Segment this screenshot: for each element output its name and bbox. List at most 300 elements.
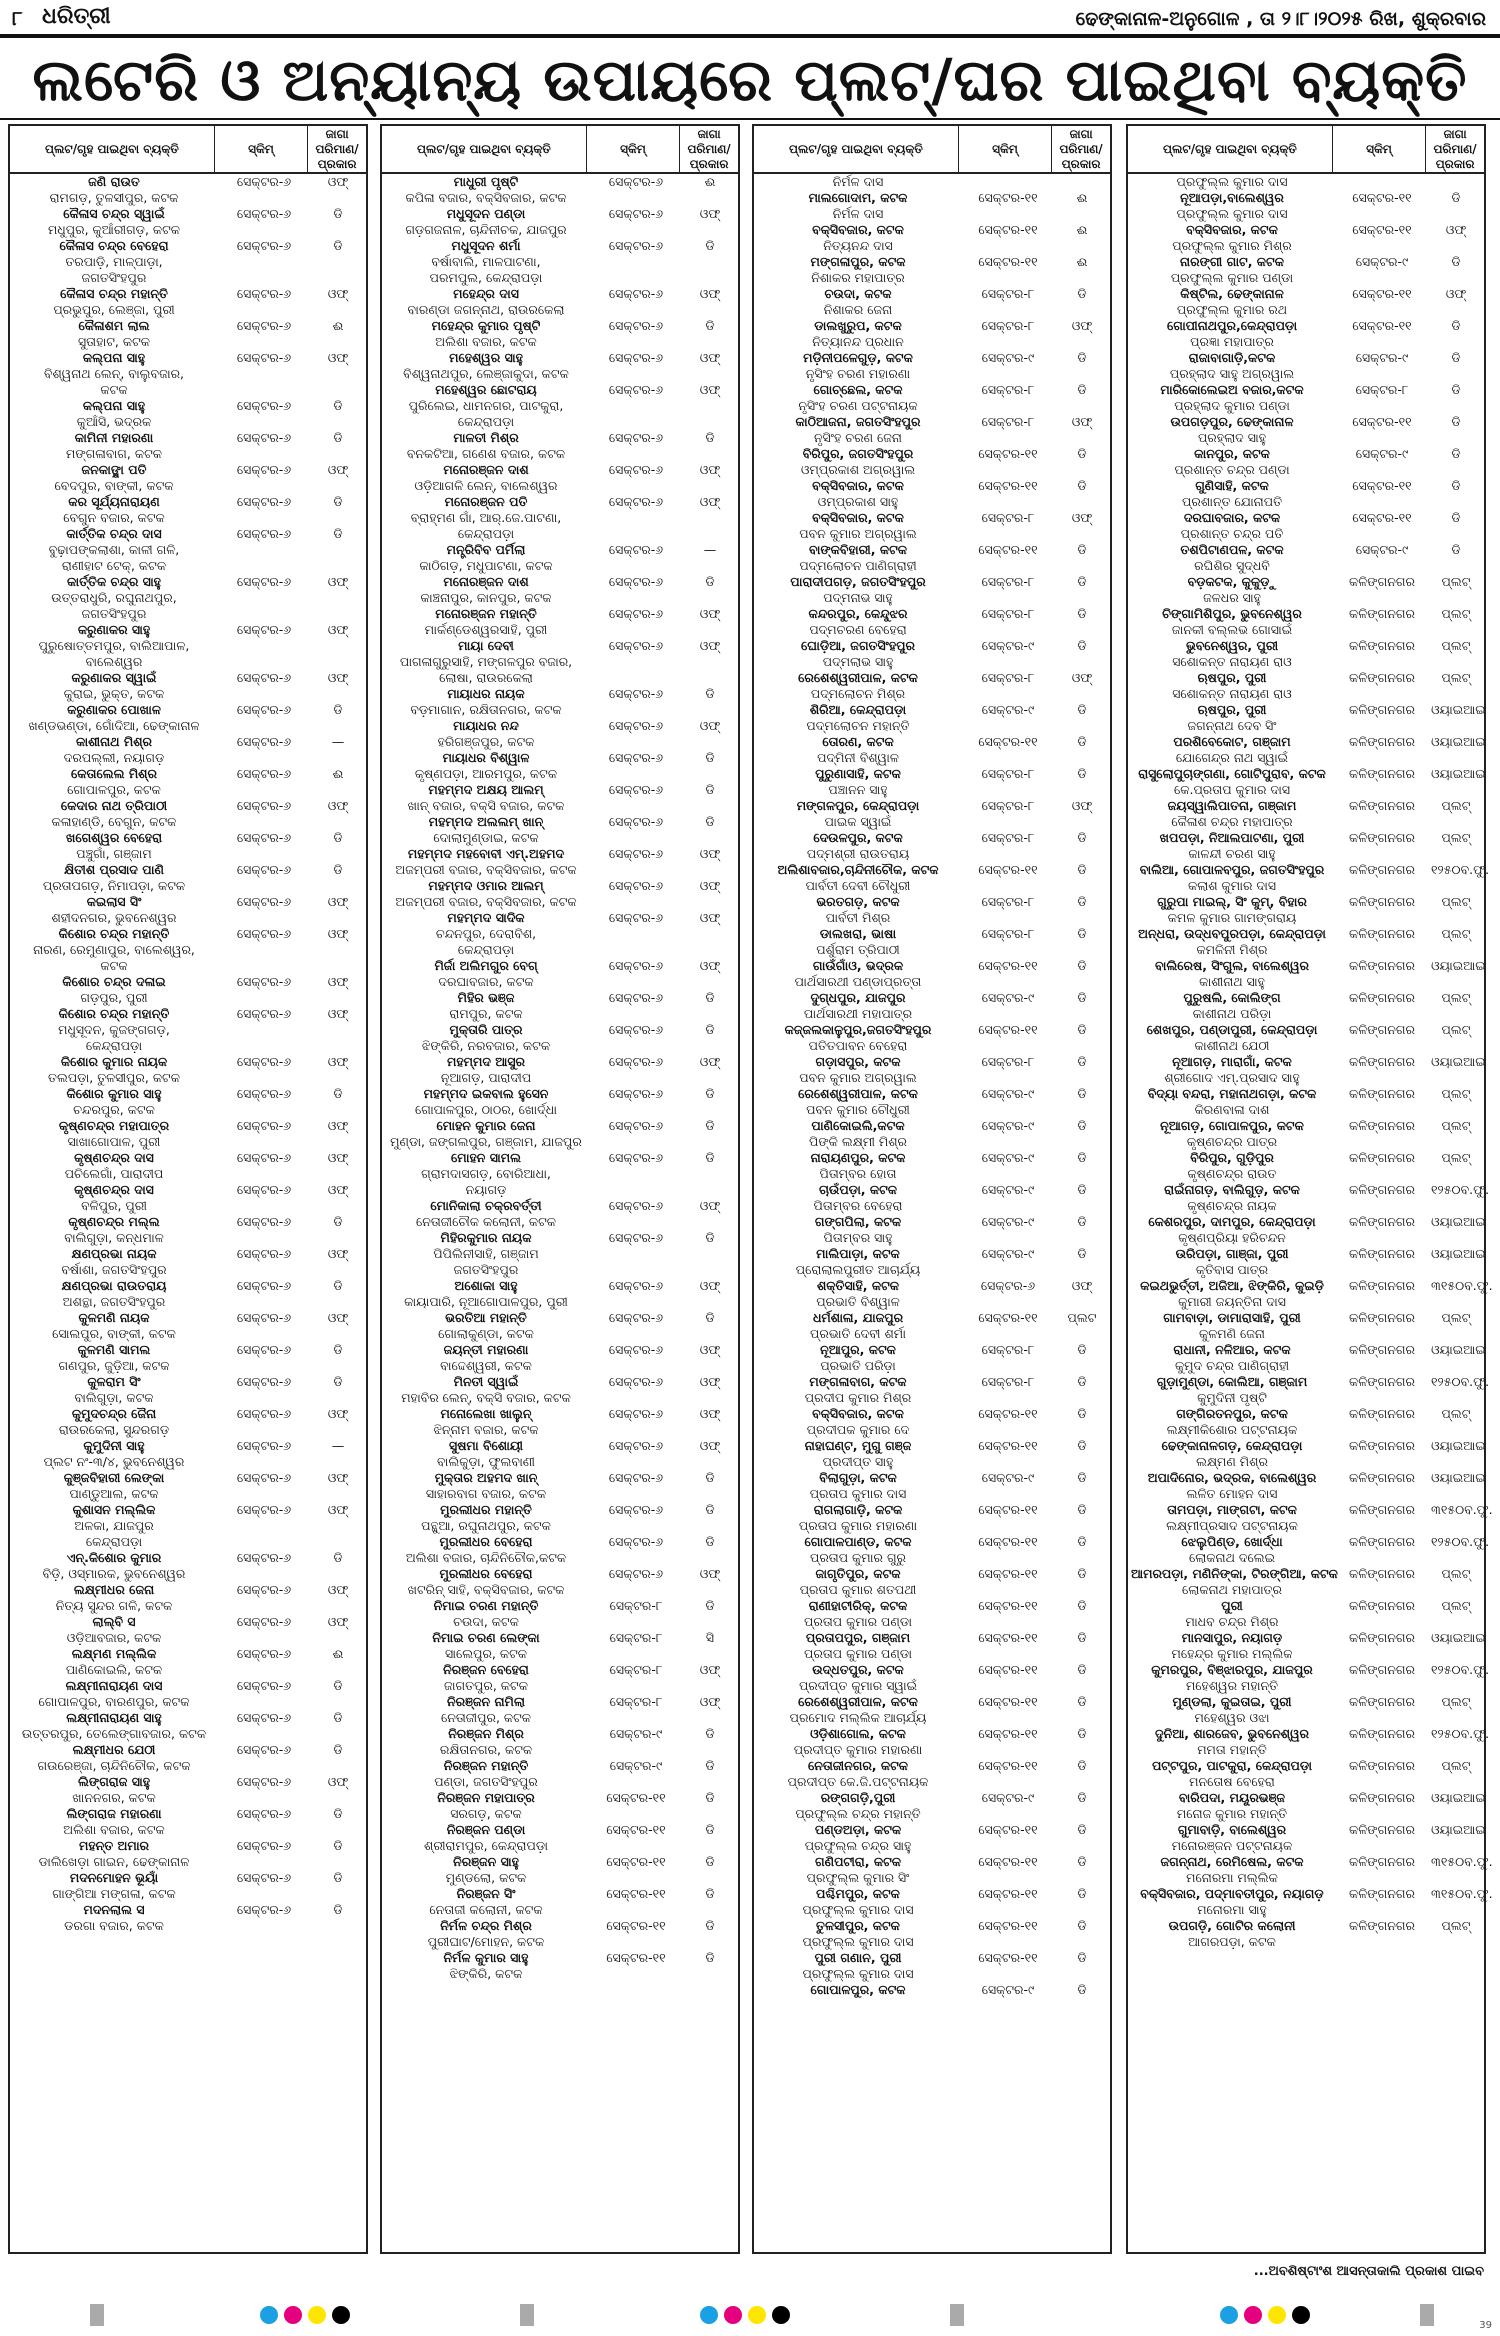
scheme-cell: ସେକ୍ଟର-୮ — [609, 1662, 663, 1677]
plot-size-cell — [1054, 1262, 1110, 1278]
plot-size-cell: ଡି — [1451, 190, 1461, 205]
table-row — [754, 1310, 1110, 1326]
plot-size-cell: ଡି — [705, 990, 715, 1005]
allottee-cell: ନେତାଜୀ କଲୋନୀ, କଟକ — [429, 1902, 543, 1917]
allottee-cell: ମନୋରମା ମଲ୍ଲିକ — [1186, 1870, 1278, 1885]
table-row — [1128, 1694, 1484, 1710]
plot-size-cell: ୧୨୫୦ବ.ଫୁ. — [1431, 1182, 1490, 1197]
scheme-cell — [218, 1390, 310, 1406]
scheme-cell: ସେକ୍ଟର-୧୧ — [978, 1534, 1038, 1549]
scheme-cell — [218, 542, 310, 558]
allottee-cell: ଗୁଡ଼ାମୁଣ୍ଡା, କୋଲିଆ, ଗଞ୍ଜାମ — [1156, 1374, 1308, 1389]
allottee-cell: ପବନ କୁମାର ଅଗ୍ରୱାଲ — [799, 1070, 917, 1085]
scheme-cell — [962, 238, 1054, 254]
table-row — [1128, 1646, 1484, 1662]
plot-size-cell — [1054, 686, 1110, 702]
plot-size-cell — [682, 1454, 738, 1470]
plot-size-cell: ଓୟାଇଆଇ — [1431, 1438, 1486, 1453]
scheme-cell — [1336, 1422, 1428, 1438]
allottee-cell: ମହମ୍ମଦ ଇକବାଲ ହୁସେନ — [423, 1086, 549, 1101]
table-row — [1128, 1214, 1484, 1230]
allottee-cell: ମିହିର ଭଞ୍ଜ — [457, 990, 515, 1005]
plot-size-cell: ପ୍ଲଟ୍ — [1441, 1694, 1471, 1709]
plot-size-cell: ଡି — [333, 1374, 343, 1389]
plot-size-cell — [682, 734, 738, 750]
allottee-cell: ଋଷପୁର, ପୁରୀ — [1197, 702, 1267, 717]
table-row — [382, 1950, 738, 1966]
allottee-cell: ପଦ୍ମିନୀ ବିଶ୍ୱାଳ — [817, 750, 899, 765]
table-row — [382, 1038, 738, 1054]
allottee-cell: ଜଗତସିଂହପୁର — [81, 270, 147, 285]
scheme-cell — [962, 750, 1054, 766]
allottee-cell: ଓଡ଼ିଶାଗୋଲ, କଟକ — [810, 1726, 906, 1741]
plot-size-cell — [1428, 846, 1484, 862]
scheme-cell: ସେକ୍ଟର-୯ — [981, 1150, 1035, 1165]
table-row — [754, 574, 1110, 590]
plot-size-cell: ଡି — [1077, 1118, 1087, 1133]
scheme-cell — [962, 1806, 1054, 1822]
table-body — [1128, 174, 1493, 1950]
scheme-cell: ସେକ୍ଟର-୬ — [236, 1406, 292, 1421]
table-row — [1128, 1534, 1490, 1550]
plot-size-cell: ଡି — [1077, 350, 1087, 365]
plot-size-cell: ଓୟାଇଆଇ — [1431, 702, 1486, 717]
scheme-cell: ସେକ୍ଟର-୬ — [608, 1374, 664, 1389]
table-row — [10, 1086, 366, 1102]
plot-size-cell: ଓଫ୍ — [699, 350, 721, 365]
scheme-cell: ସେକ୍ଟର-୧୧ — [978, 1822, 1038, 1837]
plot-size-cell: ଓଫ୍ — [699, 1198, 721, 1213]
allottee-cell: ମୁରଲୀଧର ବେହେରା — [439, 1566, 533, 1581]
allottee-cell: ଯୋଗେନ୍ଦ୍ର ନାଥ ସ୍ୱାଇଁ — [1175, 750, 1289, 765]
allottee-cell: ବେଗୁନ ବଜାର, କଟକ — [63, 510, 165, 525]
registration-dot — [1268, 2306, 1286, 2324]
plot-size-cell: ଡି — [1077, 926, 1087, 941]
plot-size-cell — [1054, 1486, 1110, 1502]
allottee-cell: ନାରଙ୍ଗୀ ଗାଟ, କଟକ — [1180, 254, 1284, 269]
table-row — [382, 318, 738, 334]
plot-size-cell — [682, 1102, 738, 1118]
allottee-cell: ପ୍ରଫୁଲ୍ଲ କୁମାର ଦାସ — [1176, 206, 1288, 221]
plot-size-cell: ଡି — [705, 238, 715, 253]
plot-size-cell: ଡି — [333, 830, 343, 845]
table-row — [382, 814, 738, 830]
table-row — [754, 1086, 1110, 1102]
table-row — [10, 382, 366, 398]
table-row — [1128, 1006, 1484, 1022]
scheme-cell: କଳିଙ୍ଗନଗର — [1349, 830, 1415, 845]
scheme-cell: ସେକ୍ଟର-୧୧ — [978, 190, 1038, 205]
scheme-cell: ସେକ୍ଟର-୧୧ — [978, 1630, 1038, 1645]
table-row — [1128, 830, 1484, 846]
plot-size-cell — [682, 1806, 738, 1822]
scheme-cell — [590, 590, 682, 606]
allottee-cell: ଲଳିତ ମୋହନ ଦାସ — [1186, 1486, 1278, 1501]
table-row — [382, 1326, 738, 1342]
allottee-cell: ପ୍ରଫୁଲ୍ଲ କୁମାର ପଣ୍ଡା — [1170, 270, 1294, 285]
table-row — [382, 942, 738, 958]
table-row — [754, 366, 1110, 382]
plot-size-cell: ପ୍ଲଟ୍ — [1441, 926, 1471, 941]
plot-size-cell: ୩୧୫୦ବ.ଫୁ. — [1431, 1886, 1493, 1901]
scheme-cell — [218, 1038, 310, 1054]
plot-size-cell — [1054, 1326, 1110, 1342]
plot-size-cell: ଓଫ୍ — [327, 1614, 349, 1629]
allottee-cell: ଦରଘାବଜାର, କଟକ — [438, 974, 534, 989]
scheme-cell — [962, 1742, 1054, 1758]
plot-size-cell: ପ୍ଲଟ୍ — [1441, 1918, 1471, 1933]
allottee-cell: ଢେଙ୍କାନାଳଗଡ଼, କେନ୍ଦ୍ରାପଡ଼ା — [1161, 1438, 1303, 1453]
allottee-cell: ପୁରୁଷୋତ୍ତମପୁର, ବାଲିଆପାଳ, — [38, 638, 190, 653]
scheme-cell: ସେକ୍ଟର-୮ — [981, 414, 1035, 429]
scheme-cell: କଳିଙ୍ଗନଗର — [1349, 958, 1415, 973]
plot-size-cell — [310, 750, 366, 766]
scheme-cell — [962, 1070, 1054, 1086]
scheme-cell — [590, 1582, 682, 1598]
allottee-cell: ମନୋରଞ୍ଜନ ମହାନ୍ତି — [435, 606, 537, 621]
plot-size-cell — [682, 1678, 738, 1694]
table-row — [754, 526, 1110, 542]
table-row — [754, 958, 1110, 974]
scheme-cell: ସେକ୍ଟର-୯ — [1355, 446, 1409, 461]
scheme-cell: କଳିଙ୍ଗନଗର — [1349, 1374, 1415, 1389]
plot-size-cell: ଓଫ୍ — [327, 670, 349, 685]
plot-size-cell — [1428, 974, 1484, 990]
plot-size-cell — [682, 1390, 738, 1406]
page-code: 39 — [1479, 2320, 1492, 2331]
allottee-cell: କପିଳା ବଜାର, ବକ୍ସିବଜାର, କଟକ — [405, 190, 567, 205]
plot-size-cell — [310, 1358, 366, 1374]
allottee-cell: ବୁଢ଼ାପଙ୍କଲାଶା, କାଳୀ ଗଳି, — [48, 542, 180, 557]
table-row — [1128, 1710, 1484, 1726]
allottee-cell: କନ୍ଦରପୁର, କେନ୍ଦୁଝର — [808, 606, 908, 621]
scheme-cell — [1336, 1230, 1428, 1246]
header-allottee: ପ୍ଲଟ/ଗୃହ ପାଇଥିବା ବ୍ୟକ୍ତି — [10, 126, 215, 172]
plot-size-cell — [1054, 1550, 1110, 1566]
table-row — [754, 926, 1110, 942]
table-body — [382, 174, 738, 1982]
allottee-cell: ପାର୍ବତୀ ମିଶ୍ର — [825, 910, 891, 925]
allottee-cell: ମାୟାଧର ବିଶ୍ୱାଳ — [442, 750, 530, 765]
plot-size-cell — [682, 558, 738, 574]
scheme-cell: ସେକ୍ଟର-୬ — [608, 462, 664, 477]
scheme-cell: ସେକ୍ଟର-୧୧ — [978, 478, 1038, 493]
scheme-cell — [962, 1486, 1054, 1502]
allottee-cell: କୃଷ୍ଣଚନ୍ଦ୍ର ଦାସ — [74, 1182, 154, 1197]
table-row — [1128, 1102, 1484, 1118]
allottee-cell: ଝିଙ୍କିରି, କଟକ — [449, 1966, 523, 1981]
plot-size-cell: ଡି — [705, 1854, 715, 1869]
allottee-cell: ଜାନକୀ ବଲ୍ଲଭ ଗୋସାଇଁ — [1171, 622, 1293, 637]
allottee-cell: ରାଉରକେଲା, ସୁନ୍ଦରଗଡ଼ — [58, 1422, 170, 1437]
table-row — [1128, 1118, 1484, 1134]
allottee-cell: ମହେନ୍ଦ୍ର ଦାସ — [453, 286, 519, 301]
allottee-cell: ତୁଳସୀପୁର, କଟକ — [816, 1918, 900, 1933]
plot-size-cell: ଡି — [705, 1502, 715, 1517]
scheme-cell: କଳିଙ୍ଗନଗର — [1349, 1342, 1415, 1357]
plot-size-cell: ଓଫ୍ — [699, 878, 721, 893]
table-row — [10, 1662, 366, 1678]
scheme-cell — [590, 1358, 682, 1374]
plot-size-cell — [1054, 974, 1110, 990]
plot-size-cell: ଡି — [1077, 1566, 1087, 1581]
plot-size-cell — [1428, 494, 1484, 510]
scheme-cell — [590, 1070, 682, 1086]
plot-size-cell — [310, 782, 366, 798]
table-row — [754, 1630, 1110, 1646]
plot-size-cell — [682, 398, 738, 414]
scheme-cell: ସେକ୍ଟର-୯ — [981, 1982, 1035, 1997]
scheme-cell: କଳିଙ୍ଗନଗର — [1349, 1214, 1415, 1229]
table-row — [382, 494, 738, 510]
allottee-cell: ଧର୍ମଶାଳା, ଯାଜପୁର — [812, 1310, 904, 1325]
allottee-cell: ରଙ୍ଗଗଡ଼ି,ପୁରୀ — [820, 1790, 896, 1805]
allottee-cell: ନିରଞ୍ଜନ ମହାପାତ୍ର — [437, 1790, 535, 1805]
registration-dot — [772, 2306, 790, 2324]
plot-size-cell — [1054, 430, 1110, 446]
allottee-cell: ନିର୍ମଳ ଦାସ — [832, 174, 884, 189]
allottee-cell: ସରଗଡ଼, କଟକ — [450, 1806, 522, 1821]
plot-size-cell — [310, 686, 366, 702]
scheme-cell: ସେକ୍ଟର-୬ — [236, 670, 292, 685]
table-row — [10, 606, 366, 622]
plot-size-cell — [682, 1934, 738, 1950]
table-row — [10, 1822, 366, 1838]
table-row — [10, 1790, 366, 1806]
scheme-cell: ସେକ୍ଟର-୧୧ — [978, 1854, 1038, 1869]
allottee-cell: ଲକ୍ଷ୍ମୀନାରାୟଣ ଦାସ — [65, 1678, 163, 1693]
scheme-cell: ସେକ୍ଟର-୬ — [236, 894, 292, 909]
scheme-cell: ସେକ୍ଟର-୬ — [236, 974, 292, 989]
scheme-cell: ସେକ୍ଟର-୮ — [981, 574, 1035, 589]
plot-size-cell: ଓଫ୍ — [1071, 670, 1093, 685]
plot-size-cell: ଡି — [333, 430, 343, 445]
table-row — [10, 1742, 366, 1758]
allottee-cell: ବାରଣ୍ଡା ଜଗନ୍ନାଥ, ରାଉରକେଲା — [407, 302, 565, 317]
table-row — [382, 430, 738, 446]
scheme-cell — [218, 558, 310, 574]
table-row — [382, 1726, 738, 1742]
plot-size-cell — [1054, 1742, 1110, 1758]
allottee-cell: ପ୍ରଫୁଲ୍ଲ କୁମାର ଦାସ — [802, 1966, 914, 1981]
plot-size-cell — [1428, 1678, 1484, 1694]
scheme-cell: ସେକ୍ଟର-୧୧ — [606, 1854, 666, 1869]
registration-dots — [1220, 2306, 1310, 2324]
allottee-cell: ପଣ୍ଡଅଡ଼ା, କଟକ — [814, 1822, 902, 1837]
table-row — [382, 654, 738, 670]
plot-size-cell: ଓଫ୍ — [699, 286, 721, 301]
table-row — [754, 734, 1110, 750]
scheme-cell — [590, 222, 682, 238]
scheme-cell — [1336, 334, 1428, 350]
plot-size-cell: ୧୨୫୦ବ.ଫୁ. — [1431, 1374, 1490, 1389]
allottee-cell: ନେତାଜୀଚୌକ କଲୋନୀ, କଟକ — [415, 1214, 557, 1229]
plot-size-cell — [1054, 462, 1110, 478]
table-row — [382, 1662, 738, 1678]
plot-size-cell: ଡି — [333, 1870, 343, 1885]
table-row — [382, 926, 738, 942]
plot-size-cell — [1054, 270, 1110, 286]
allottee-cell: ମଧୁସୂଦନ ପଣ୍ଡା — [446, 206, 526, 221]
table-row — [1128, 382, 1484, 398]
table-row — [754, 270, 1110, 286]
allottee-cell: ଗଙ୍ଗପିଲା, କଟକ — [814, 1214, 902, 1229]
scheme-cell — [1336, 238, 1428, 254]
table-row — [754, 590, 1110, 606]
plot-size-cell: ଡି — [333, 1742, 343, 1757]
allottee-cell: ରେଶେଶ୍ୱରୀପାଳ, କଟକ — [798, 1086, 918, 1101]
allottee-cell: ବାଲିରେଷ, ସିଂଗୁଲ, ବାଲେଶ୍ୱର — [1155, 958, 1309, 973]
allottee-cell: ଝିଙ୍କିରି, ନରବଜାର, କଟକ — [421, 1038, 551, 1053]
allottee-cell: କୃଷ୍ଣଚନ୍ଦ୍ର ମଲ୍ଲ — [68, 1214, 160, 1229]
plot-size-cell: ଡି — [705, 686, 715, 701]
table-row — [10, 622, 366, 638]
table-row — [754, 1486, 1110, 1502]
allottee-cell: ପୁରୁଷଲି, କୋଲିଙ୍ଗ — [1183, 990, 1281, 1005]
scheme-cell: ସେକ୍ଟର-୬ — [236, 1086, 292, 1101]
allottee-cell: ମଧୁପୁର, କୁଆଁରୀଗଡ଼, କଟକ — [47, 222, 181, 237]
plot-size-cell — [310, 910, 366, 926]
plot-size-cell — [1428, 750, 1484, 766]
table-row — [754, 846, 1110, 862]
plot-size-cell: ଓଫ୍ — [699, 1342, 721, 1357]
scheme-cell: ସେକ୍ଟର-୬ — [608, 1150, 664, 1165]
allottee-cell: ମାଲିପାଡ଼ା, କଟକ — [816, 1246, 900, 1261]
scheme-cell — [1336, 1518, 1428, 1534]
header-allottee: ପ୍ଲଟ/ଗୃହ ପାଇଥିବା ବ୍ୟକ୍ତି — [754, 126, 959, 172]
scheme-cell: ସେକ୍ଟର-୮ — [981, 670, 1035, 685]
scheme-cell: ସେକ୍ଟର-୬ — [608, 1054, 664, 1069]
scheme-cell — [218, 1694, 310, 1710]
plot-size-cell — [1428, 1262, 1484, 1278]
plot-size-cell: ଡି — [705, 1150, 715, 1165]
registration-dot — [308, 2306, 326, 2324]
allottee-cell: ରଘିଶିର ସୁଦ୍ଧବି — [1194, 558, 1270, 573]
allottee-cell: ଦୁଗ୍ଧପୁର, ଯାଜପୁର — [810, 990, 906, 1005]
allottee-cell: ମନୋରଞ୍ଜନ ଦାଶ — [443, 462, 529, 477]
paper-name: ଧରିତ୍ରୀ — [42, 4, 111, 29]
allottee-cell: ସାଲେପୁର, କଟକ — [444, 1646, 528, 1661]
plot-size-cell — [310, 638, 366, 654]
scheme-cell: ସେକ୍ଟର-୬ — [608, 1278, 664, 1293]
scheme-cell — [218, 270, 310, 286]
allottee-cell: ମୋହନ ସାମଲ — [451, 1150, 521, 1165]
allottee-cell: ଜଗନ୍ନାଥ ଦେବ ସିଂ — [1187, 718, 1277, 733]
allottee-cell: ବାଲିକୁଡ଼ା, ଫୁଲବାଣୀ — [437, 1454, 535, 1469]
plot-size-cell: ଡି — [1077, 1182, 1087, 1197]
scheme-cell: ସେକ୍ଟର-୮ — [981, 318, 1035, 333]
plot-size-cell: ପ୍ଲଟ୍ — [1441, 1086, 1471, 1101]
scheme-cell: ସେକ୍ଟର-୬ — [980, 1278, 1036, 1293]
table-row — [754, 382, 1110, 398]
scheme-cell: ସେକ୍ଟର-୬ — [236, 1118, 292, 1133]
plot-size-cell — [1428, 1710, 1484, 1726]
table-row — [754, 1214, 1110, 1230]
table-row — [382, 414, 738, 430]
table-row — [382, 1854, 738, 1870]
allottee-cell: ବକ୍ସିବଜାର, କଟକ — [812, 222, 904, 237]
allottee-cell: ଗଣପୁର, ଜୁଡ଼ିଆ, କଟକ — [58, 1358, 170, 1373]
table-row — [754, 1598, 1110, 1614]
plot-size-cell — [310, 1390, 366, 1406]
table-row — [1128, 910, 1484, 926]
scheme-cell — [218, 782, 310, 798]
allottee-cell: ମମତା ମହାନ୍ତି — [1197, 1742, 1267, 1757]
table-row — [1128, 1502, 1493, 1518]
plot-size-cell: ଡି — [705, 430, 715, 445]
scheme-cell: ସେକ୍ଟର-୮ — [981, 766, 1035, 781]
table-row — [10, 1022, 366, 1038]
plot-size-cell — [682, 1182, 738, 1198]
scheme-cell: କଳିଙ୍ଗନଗର — [1349, 574, 1415, 589]
allottee-cell: ସୋଲପୁର, ବାଙ୍କୀ, କଟକ — [52, 1326, 176, 1341]
scheme-cell: ସେକ୍ଟର-୧୧ — [978, 1566, 1038, 1581]
table-row — [382, 1502, 738, 1518]
plot-size-cell — [310, 1038, 366, 1054]
plot-size-cell — [1054, 1838, 1110, 1854]
scheme-cell: କଳିଙ୍ଗନଗର — [1349, 1438, 1415, 1453]
plot-size-cell: ଡି — [705, 1118, 715, 1133]
plot-size-cell — [310, 1790, 366, 1806]
table-row — [754, 670, 1110, 686]
table-row — [1128, 1566, 1484, 1582]
allottee-cell: କଟକ — [100, 958, 128, 973]
plot-size-cell — [310, 590, 366, 606]
plot-size-cell — [310, 814, 366, 830]
plot-size-cell: ଡି — [333, 398, 343, 413]
plot-size-cell: ଓଫ୍ — [327, 1406, 349, 1421]
allottee-cell: ଅଶନ୍ଥା, ଜଗତସିଂହପୁର — [62, 1294, 166, 1309]
table-row — [1128, 702, 1484, 718]
plot-size-cell: ଡି — [1077, 1598, 1087, 1613]
table-row — [754, 1966, 1110, 1982]
plot-size-cell — [1428, 430, 1484, 446]
allottee-cell: ଗାଙ୍ଗିଆ ମଙ୍ଗଳା, କଟକ — [52, 1886, 176, 1901]
allottee-cell: ଲକ୍ଷ୍ମଣ ମିଶ୍ର — [1196, 1454, 1268, 1469]
allottee-cell: ମାଧବ ଚନ୍ଦ୍ର ମିଶ୍ର — [1185, 1614, 1279, 1629]
scheme-cell — [590, 414, 682, 430]
plot-size-cell: ୧୨୫୦ବ.ଫୁ. — [1431, 862, 1490, 877]
table-row — [382, 958, 738, 974]
allottee-cell: ରାଇଁନାଗଡ଼, ବାଲିଗୁଡ଼, କଟକ — [1164, 1182, 1300, 1197]
plot-size-cell: ଡି — [333, 238, 343, 253]
print-mark — [520, 2304, 534, 2326]
table-row — [1128, 494, 1484, 510]
table-row — [382, 1646, 738, 1662]
table-row — [382, 238, 738, 254]
allottee-cell: ବନକଟିଆ, ଗଣେଶ ବଜାର, କଟକ — [406, 446, 566, 461]
allottee-cell: ନିରଞ୍ଜନ ମହାନ୍ତି — [443, 1758, 529, 1773]
allottee-cell: ମିନତୀ ସ୍ୱାଇଁ — [453, 1374, 519, 1389]
scheme-cell — [218, 1758, 310, 1774]
allottee-cell: ନୂଆଗଡ଼, ଗୋପାଳପୁର, କଟକ — [1160, 1118, 1304, 1133]
table-row — [10, 670, 366, 686]
plot-size-cell: ପ୍ଲଟ୍ — [1441, 638, 1471, 653]
plot-size-cell: ଡି — [1077, 702, 1087, 717]
allottee-cell: ନାରଣ, ରେମୁଣାପୁର, ବାଲେଶ୍ୱର, — [33, 942, 195, 957]
scheme-cell: ସେକ୍ଟର-୬ — [236, 1774, 292, 1789]
scheme-cell: କଳିଙ୍ଗନଗର — [1349, 1150, 1415, 1165]
scheme-cell — [218, 222, 310, 238]
table-row — [382, 1278, 738, 1294]
table-row — [754, 654, 1110, 670]
plot-size-cell: ଡି — [705, 782, 715, 797]
plot-size-cell — [1428, 366, 1484, 382]
scheme-cell — [962, 1710, 1054, 1726]
plot-size-cell: ଓଫ୍ — [327, 350, 349, 365]
scheme-cell — [218, 510, 310, 526]
plot-size-cell — [310, 334, 366, 350]
